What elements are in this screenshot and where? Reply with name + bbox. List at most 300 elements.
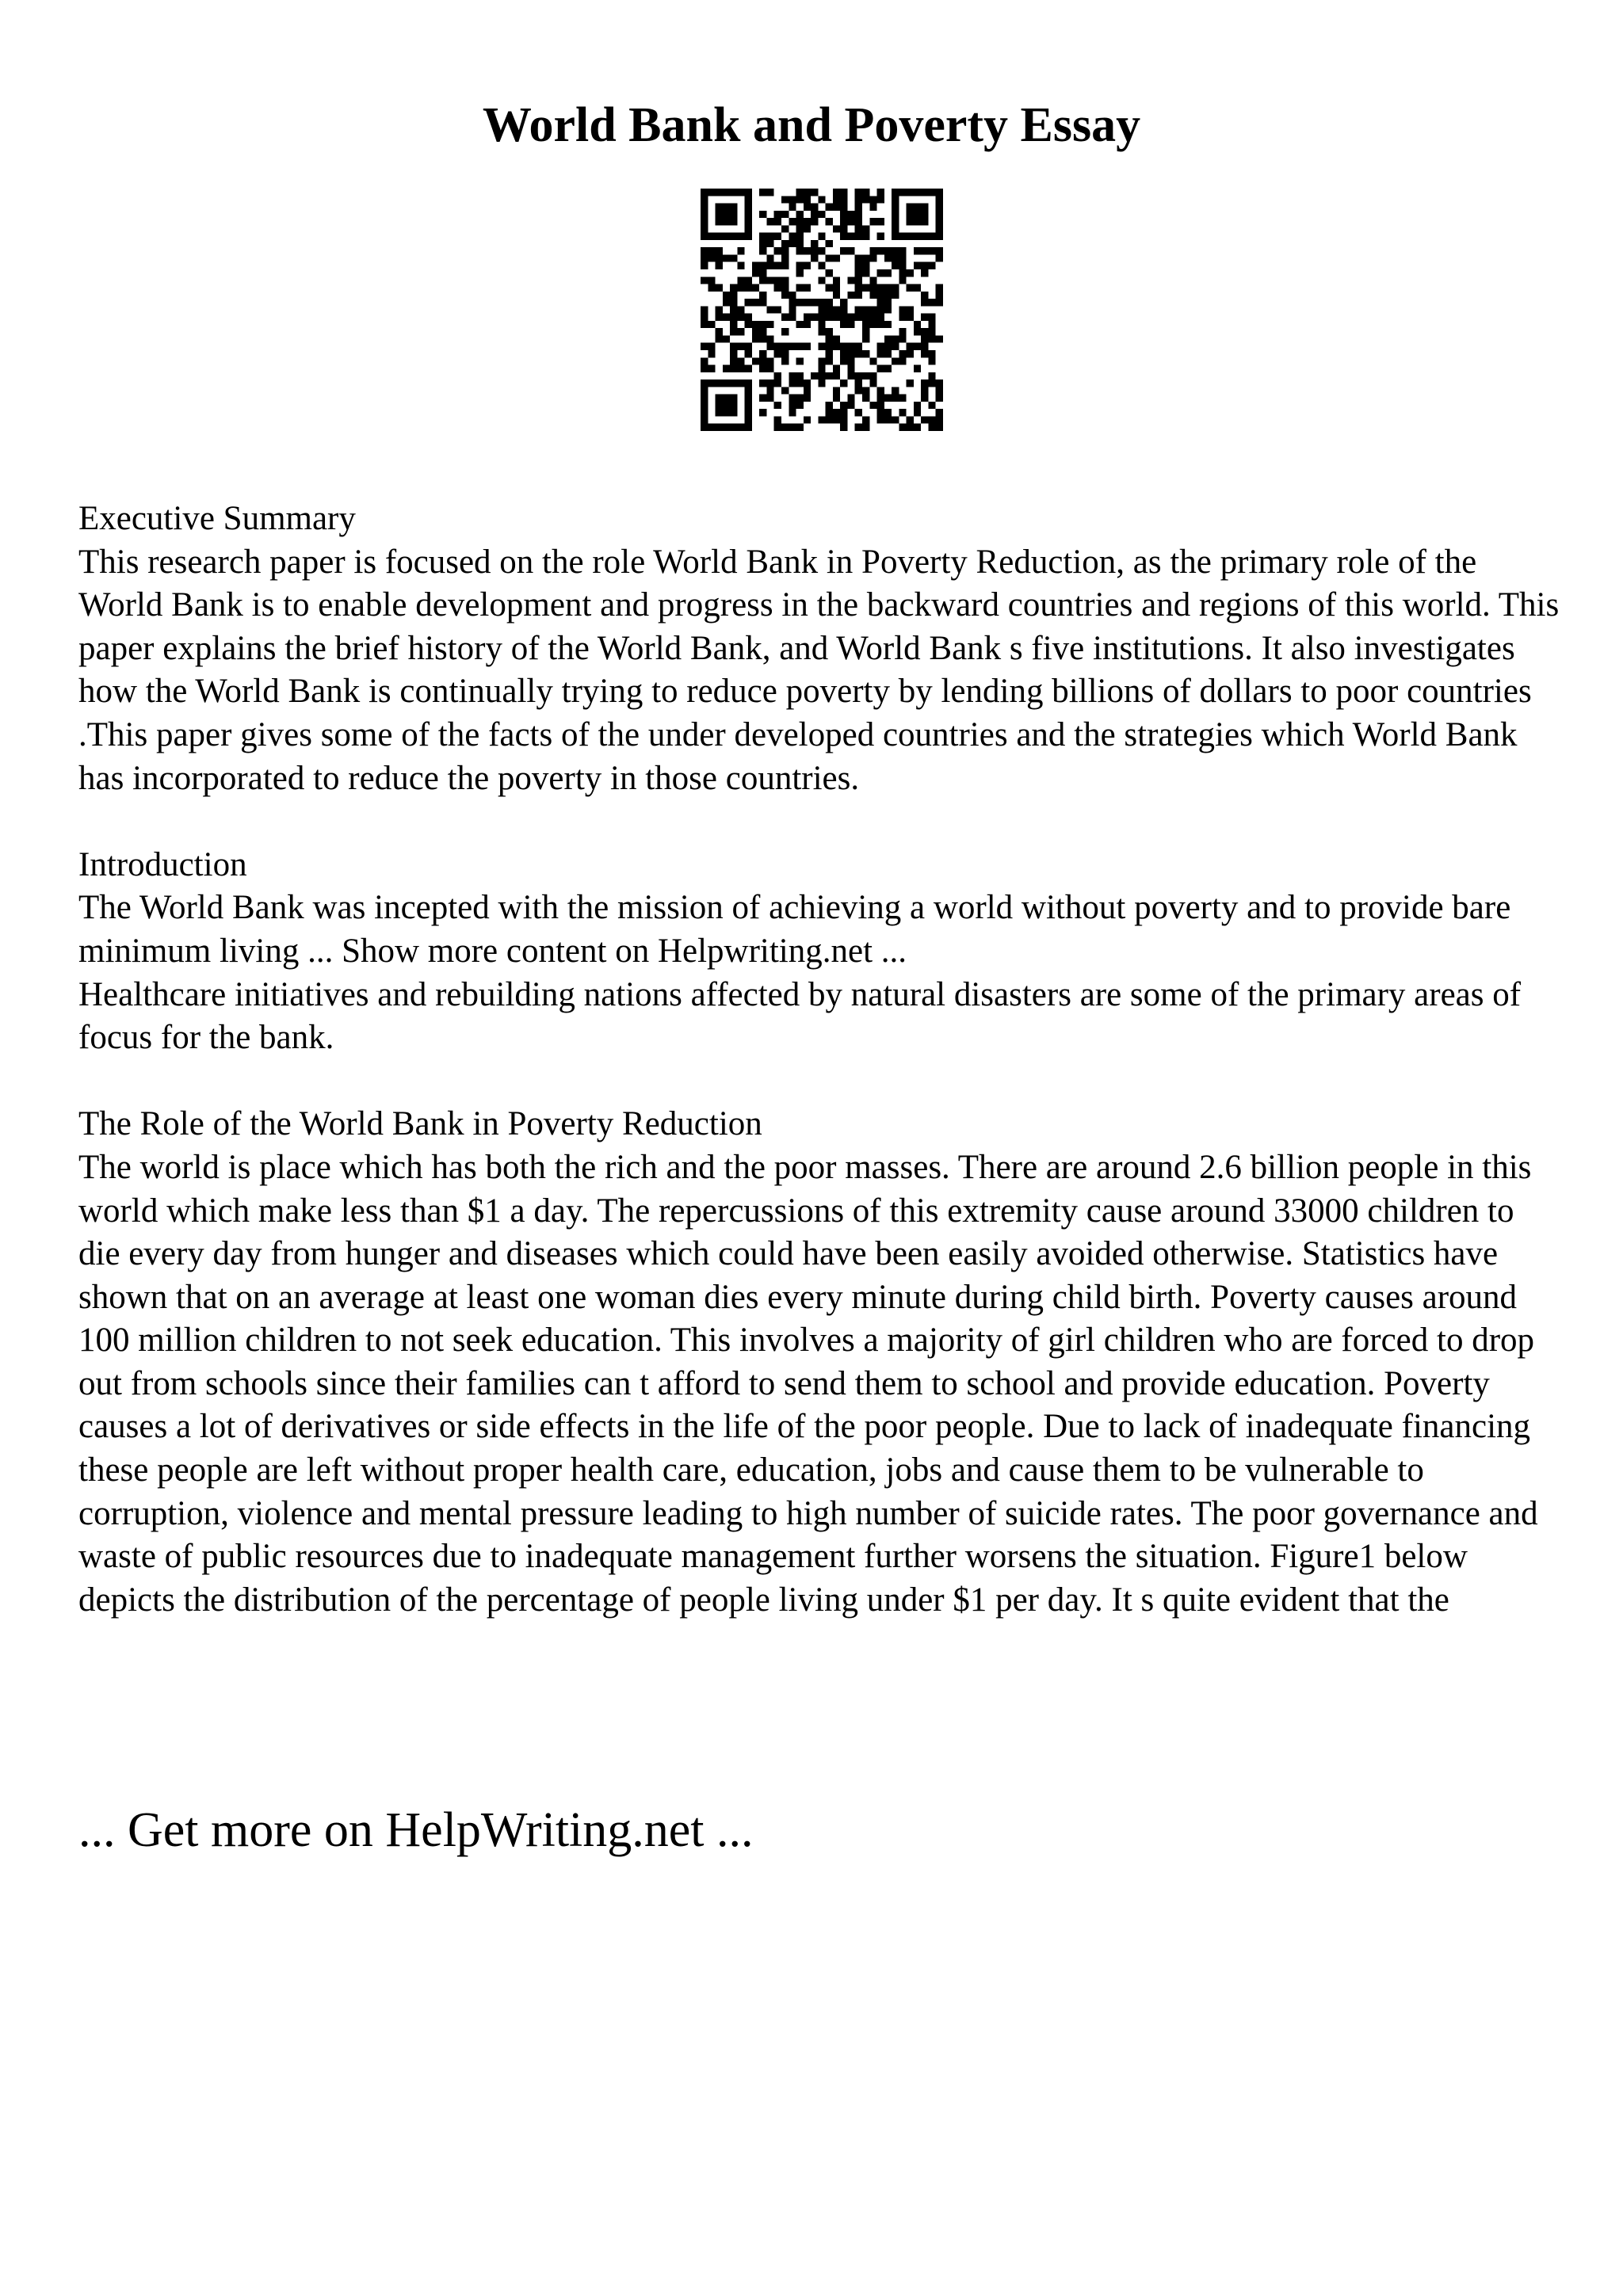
- section-heading: Introduction: [78, 845, 247, 883]
- qr-module: [716, 402, 723, 409]
- qr-module: [847, 395, 854, 402]
- qr-module: [701, 424, 708, 431]
- section-heading: The Role of the World Bank in Poverty Reduction: [78, 1105, 762, 1143]
- qr-module: [928, 321, 935, 328]
- qr-module: [869, 254, 876, 261]
- qr-module: [737, 357, 744, 364]
- qr-module: [701, 343, 708, 350]
- qr-module: [862, 416, 869, 423]
- qr-module: [708, 284, 715, 292]
- qr-module: [862, 233, 869, 240]
- qr-module: [716, 284, 723, 292]
- qr-module: [811, 314, 818, 321]
- qr-module: [928, 335, 935, 342]
- qr-module: [907, 416, 914, 423]
- qr-module: [818, 196, 825, 203]
- qr-module: [789, 409, 796, 416]
- qr-module: [745, 379, 752, 387]
- qr-module: [701, 387, 708, 394]
- qr-module: [884, 416, 892, 423]
- qr-module: [892, 196, 899, 203]
- qr-module: [884, 335, 892, 342]
- qr-module: [921, 269, 928, 277]
- page-title: World Bank and Poverty Essay: [482, 98, 1141, 152]
- qr-module: [745, 211, 752, 218]
- qr-module: [796, 395, 804, 402]
- qr-module: [752, 284, 759, 292]
- qr-module: [796, 379, 804, 387]
- qr-module: [708, 379, 715, 387]
- qr-module: [936, 409, 943, 416]
- qr-module: [774, 233, 781, 240]
- qr-module: [877, 402, 884, 409]
- qr-module: [840, 299, 847, 306]
- qr-module: [804, 204, 811, 211]
- qr-module: [759, 350, 766, 357]
- qr-module: [928, 379, 935, 387]
- qr-module: [804, 196, 811, 203]
- qr-module: [804, 321, 811, 328]
- qr-module: [855, 225, 862, 232]
- qr-module: [781, 262, 789, 269]
- qr-module: [774, 247, 781, 254]
- qr-module: [766, 365, 773, 372]
- qr-module: [862, 395, 869, 402]
- qr-module: [811, 299, 818, 306]
- qr-module: [914, 189, 921, 196]
- qr-module: [862, 284, 869, 292]
- qr-module: [818, 379, 825, 387]
- qr-module: [914, 402, 921, 409]
- qr-module: [796, 233, 804, 240]
- qr-module: [899, 269, 906, 277]
- qr-module: [766, 379, 773, 387]
- qr-module: [936, 387, 943, 394]
- qr-module: [855, 379, 862, 387]
- qr-module: [833, 335, 840, 342]
- qr-module: [789, 314, 796, 321]
- qr-module: [855, 387, 862, 394]
- qr-module: [796, 269, 804, 277]
- qr-module: [774, 211, 781, 218]
- qr-module: [928, 350, 935, 357]
- qr-module: [804, 395, 811, 402]
- qr-module: [730, 254, 737, 261]
- qr-module: [716, 247, 723, 254]
- qr-module: [907, 204, 914, 211]
- qr-module: [796, 225, 804, 232]
- qr-module: [759, 211, 766, 218]
- qr-module: [899, 254, 906, 261]
- qr-module: [774, 262, 781, 269]
- qr-module: [928, 372, 935, 379]
- qr-module: [730, 328, 737, 335]
- qr-module: [818, 314, 825, 321]
- qr-module: [774, 372, 781, 379]
- qr-module: [928, 357, 935, 364]
- qr-module: [877, 416, 884, 423]
- qr-module: [899, 314, 906, 321]
- qr-module: [907, 269, 914, 277]
- qr-module: [840, 409, 847, 416]
- qr-module: [921, 233, 928, 240]
- qr-module: [774, 284, 781, 292]
- qr-module: [840, 357, 847, 364]
- qr-module: [789, 292, 796, 299]
- qr-module: [752, 262, 759, 269]
- qr-module: [723, 335, 730, 342]
- qr-module: [840, 218, 847, 225]
- qr-module: [855, 343, 862, 350]
- qr-module: [781, 424, 789, 431]
- essay-body: [78, 498, 1560, 1665]
- qr-module: [759, 328, 766, 335]
- qr-module: [789, 306, 796, 313]
- qr-module: [789, 372, 796, 379]
- qr-module: [833, 416, 840, 423]
- qr-module: [877, 196, 884, 203]
- qr-module: [701, 306, 708, 313]
- qr-module: [884, 343, 892, 350]
- qr-module: [701, 189, 708, 196]
- qr-module: [899, 277, 906, 284]
- qr-module: [759, 292, 766, 299]
- qr-module: [716, 254, 723, 261]
- qr-module: [862, 196, 869, 203]
- qr-module: [899, 247, 906, 254]
- qr-module: [862, 269, 869, 277]
- qr-module: [928, 233, 935, 240]
- qr-module: [855, 262, 862, 269]
- qr-module: [789, 395, 796, 402]
- qr-module: [833, 395, 840, 402]
- qr-module: [708, 343, 715, 350]
- qr-module: [869, 247, 876, 254]
- qr-module: [907, 306, 914, 313]
- qr-module: [796, 299, 804, 306]
- qr-module: [936, 292, 943, 299]
- qr-module: [826, 254, 833, 261]
- qr-module: [826, 240, 833, 247]
- qr-module: [914, 321, 921, 328]
- qr-module: [708, 365, 715, 372]
- qr-module: [840, 350, 847, 357]
- qr-module: [928, 247, 935, 254]
- qr-module: [730, 314, 737, 321]
- qr-module: [855, 233, 862, 240]
- qr-module: [847, 314, 854, 321]
- qr-module: [914, 211, 921, 218]
- qr-module: [811, 372, 818, 379]
- qr-module: [723, 204, 730, 211]
- qr-module: [892, 335, 899, 342]
- qr-module: [745, 409, 752, 416]
- qr-module: [869, 314, 876, 321]
- qr-module: [701, 357, 708, 364]
- qr-module: [759, 321, 766, 328]
- qr-module: [847, 372, 854, 379]
- qr-module: [737, 328, 744, 335]
- qr-module: [759, 233, 766, 240]
- qr-module: [892, 284, 899, 292]
- qr-module: [869, 204, 876, 211]
- qr-module: [745, 402, 752, 409]
- qr-module: [840, 196, 847, 203]
- qr-module: [826, 328, 833, 335]
- qr-module: [847, 402, 854, 409]
- qr-module: [869, 357, 876, 364]
- qr-module: [804, 262, 811, 269]
- qr-module: [796, 424, 804, 431]
- qr-module: [826, 218, 833, 225]
- qr-module: [745, 365, 752, 372]
- qr-module: [936, 233, 943, 240]
- qr-module: [847, 277, 854, 284]
- qr-module: [730, 284, 737, 292]
- qr-module: [877, 350, 884, 357]
- qr-module: [855, 284, 862, 292]
- qr-module: [826, 306, 833, 313]
- qr-module: [840, 343, 847, 350]
- qr-module: [774, 402, 781, 409]
- qr-module: [745, 284, 752, 292]
- qr-module: [745, 189, 752, 196]
- qr-module: [796, 218, 804, 225]
- qr-module: [833, 292, 840, 299]
- qr-module: [862, 254, 869, 261]
- qr-module: [781, 292, 789, 299]
- qr-module: [818, 233, 825, 240]
- qr-module: [862, 372, 869, 379]
- qr-module: [701, 196, 708, 203]
- qr-module: [840, 416, 847, 423]
- qr-module: [884, 395, 892, 402]
- qr-module: [840, 379, 847, 387]
- qr-module: [833, 387, 840, 394]
- qr-module: [818, 328, 825, 335]
- qr-module: [877, 218, 884, 225]
- qr-module: [936, 204, 943, 211]
- qr-module: [796, 189, 804, 196]
- qr-module: [928, 424, 935, 431]
- qr-module: [745, 350, 752, 357]
- qr-module: [716, 189, 723, 196]
- qr-module: [840, 306, 847, 313]
- qr-module: [745, 233, 752, 240]
- get-more-link[interactable]: ... Get more on HelpWriting.net ...: [78, 1803, 754, 1857]
- qr-module: [781, 284, 789, 292]
- qr-module: [907, 189, 914, 196]
- qr-module: [723, 254, 730, 261]
- qr-module: [862, 189, 869, 196]
- qr-module: [907, 424, 914, 431]
- qr-module: [884, 409, 892, 416]
- qr-module: [899, 395, 906, 402]
- section-role-of-world-bank: [78, 1103, 1560, 1622]
- qr-module: [921, 350, 928, 357]
- qr-module: [752, 299, 759, 306]
- qr-module: [759, 379, 766, 387]
- qr-module: [730, 424, 737, 431]
- qr-module: [914, 424, 921, 431]
- qr-module: [884, 321, 892, 328]
- qr-module: [759, 262, 766, 269]
- paragraph: Healthcare initiatives and rebuilding nations affected by natural disasters are some of the primary areas of focus for the bank.: [78, 975, 1522, 1057]
- qr-module: [701, 314, 708, 321]
- qr-module: [701, 233, 708, 240]
- qr-module: [833, 306, 840, 313]
- qr-module: [862, 350, 869, 357]
- qr-module: [907, 218, 914, 225]
- qr-module: [716, 211, 723, 218]
- qr-module: [716, 262, 723, 269]
- qr-module: [804, 379, 811, 387]
- qr-module: [826, 299, 833, 306]
- section-executive-summary: [78, 498, 1560, 800]
- qr-module: [811, 218, 818, 225]
- qr-module: [730, 189, 737, 196]
- qr-module: [914, 343, 921, 350]
- qr-module: [899, 424, 906, 431]
- qr-module: [892, 416, 899, 423]
- qr-module: [737, 247, 744, 254]
- qr-module: [752, 269, 759, 277]
- qr-module: [708, 233, 715, 240]
- qr-module: [701, 211, 708, 218]
- qr-module: [759, 277, 766, 284]
- qr-module: [789, 233, 796, 240]
- qr-module: [855, 269, 862, 277]
- qr-module: [723, 402, 730, 409]
- qr-module: [892, 247, 899, 254]
- qr-module: [752, 321, 759, 328]
- qr-module: [716, 233, 723, 240]
- qr-module: [826, 335, 833, 342]
- qr-module: [716, 335, 723, 342]
- qr-module: [730, 211, 737, 218]
- qr-module: [723, 379, 730, 387]
- qr-module: [804, 387, 811, 394]
- paragraph: The world is place which has both the rich and the poor masses. There are around 2.6 billion people in this world which make less than $1 a day. The repercussions of this extremity cause around 33000 children to die every day from hunger and diseases which could have been easily avoided otherwise. Statistics have shown that on an average at least one woman dies every minute during child birth. Poverty causes around 100 million children to not seek education. This involves a majority of girl children who are forced to drop out from schools since their families can t afford to send them to school and provide education. Poverty causes a lot of derivatives or side effects in the life of the poor people. Due to lack of inadequate financing these people are left without proper health care, education, jobs and cause them to be vulnerable to corruption, violence and mental pressure leading to high number of suicide rates. The poor governance and waste of public resources due to inadequate management further worsens the situation. Figure1 below depicts the distribution of the percentage of people living under $1 per day. It s quite evident that the: [78, 1148, 1538, 1619]
- qr-module: [723, 218, 730, 225]
- qr-module: [847, 321, 854, 328]
- qr-module: [774, 343, 781, 350]
- qr-module: [766, 306, 773, 313]
- qr-module: [899, 409, 906, 416]
- qr-module: [723, 365, 730, 372]
- qr-module: [781, 387, 789, 394]
- qr-module: [826, 284, 833, 292]
- qr-module: [759, 189, 766, 196]
- qr-module: [928, 299, 935, 306]
- qr-module: [774, 218, 781, 225]
- qr-module: [789, 343, 796, 350]
- qr-module: [826, 204, 833, 211]
- qr-module: [774, 277, 781, 284]
- qr-module: [833, 189, 840, 196]
- qr-module: [759, 240, 766, 247]
- qr-module: [862, 328, 869, 335]
- qr-module: [840, 424, 847, 431]
- qr-module: [936, 247, 943, 254]
- qr-code-icon: [701, 189, 943, 431]
- qr-module: [701, 409, 708, 416]
- qr-module: [899, 233, 906, 240]
- qr-module: [737, 262, 744, 269]
- qr-module: [737, 233, 744, 240]
- qr-module: [847, 350, 854, 357]
- qr-module: [928, 328, 935, 335]
- qr-module: [847, 292, 854, 299]
- qr-module: [804, 218, 811, 225]
- qr-module: [855, 372, 862, 379]
- qr-module: [855, 306, 862, 313]
- qr-module: [730, 299, 737, 306]
- qr-module: [745, 321, 752, 328]
- qr-module: [869, 196, 876, 203]
- qr-module: [936, 379, 943, 387]
- qr-module: [892, 189, 899, 196]
- qr-module: [781, 343, 789, 350]
- qr-module: [892, 218, 899, 225]
- qr-module: [766, 254, 773, 261]
- qr-module: [745, 277, 752, 284]
- qr-module: [723, 299, 730, 306]
- qr-module: [781, 277, 789, 284]
- qr-module: [701, 395, 708, 402]
- qr-module: [759, 357, 766, 364]
- qr-module: [869, 321, 876, 328]
- qr-module: [766, 240, 773, 247]
- qr-module: [737, 284, 744, 292]
- qr-module: [766, 321, 773, 328]
- qr-module: [833, 225, 840, 232]
- qr-module: [899, 189, 906, 196]
- qr-module: [796, 196, 804, 203]
- qr-module: [877, 292, 884, 299]
- qr-module: [737, 343, 744, 350]
- qr-module: [766, 357, 773, 364]
- qr-module: [914, 409, 921, 416]
- qr-module: [826, 269, 833, 277]
- qr-module: [855, 424, 862, 431]
- qr-module: [877, 395, 884, 402]
- qr-module: [914, 262, 921, 269]
- qr-module: [716, 409, 723, 416]
- qr-module: [737, 277, 744, 284]
- qr-module: [869, 218, 876, 225]
- qr-module: [884, 306, 892, 313]
- qr-module: [774, 306, 781, 313]
- qr-module: [914, 218, 921, 225]
- section-heading: Executive Summary: [78, 500, 356, 537]
- qr-module: [892, 233, 899, 240]
- qr-module: [928, 402, 935, 409]
- qr-module: [818, 306, 825, 313]
- qr-module: [921, 335, 928, 342]
- qr-module: [701, 204, 708, 211]
- qr-module: [737, 306, 744, 313]
- qr-module: [701, 225, 708, 232]
- qr-module: [847, 218, 854, 225]
- qr-module: [737, 424, 744, 431]
- qr-module: [804, 314, 811, 321]
- qr-module: [928, 416, 935, 423]
- qr-module: [818, 277, 825, 284]
- qr-module: [781, 240, 789, 247]
- qr-module: [723, 189, 730, 196]
- qr-module: [936, 299, 943, 306]
